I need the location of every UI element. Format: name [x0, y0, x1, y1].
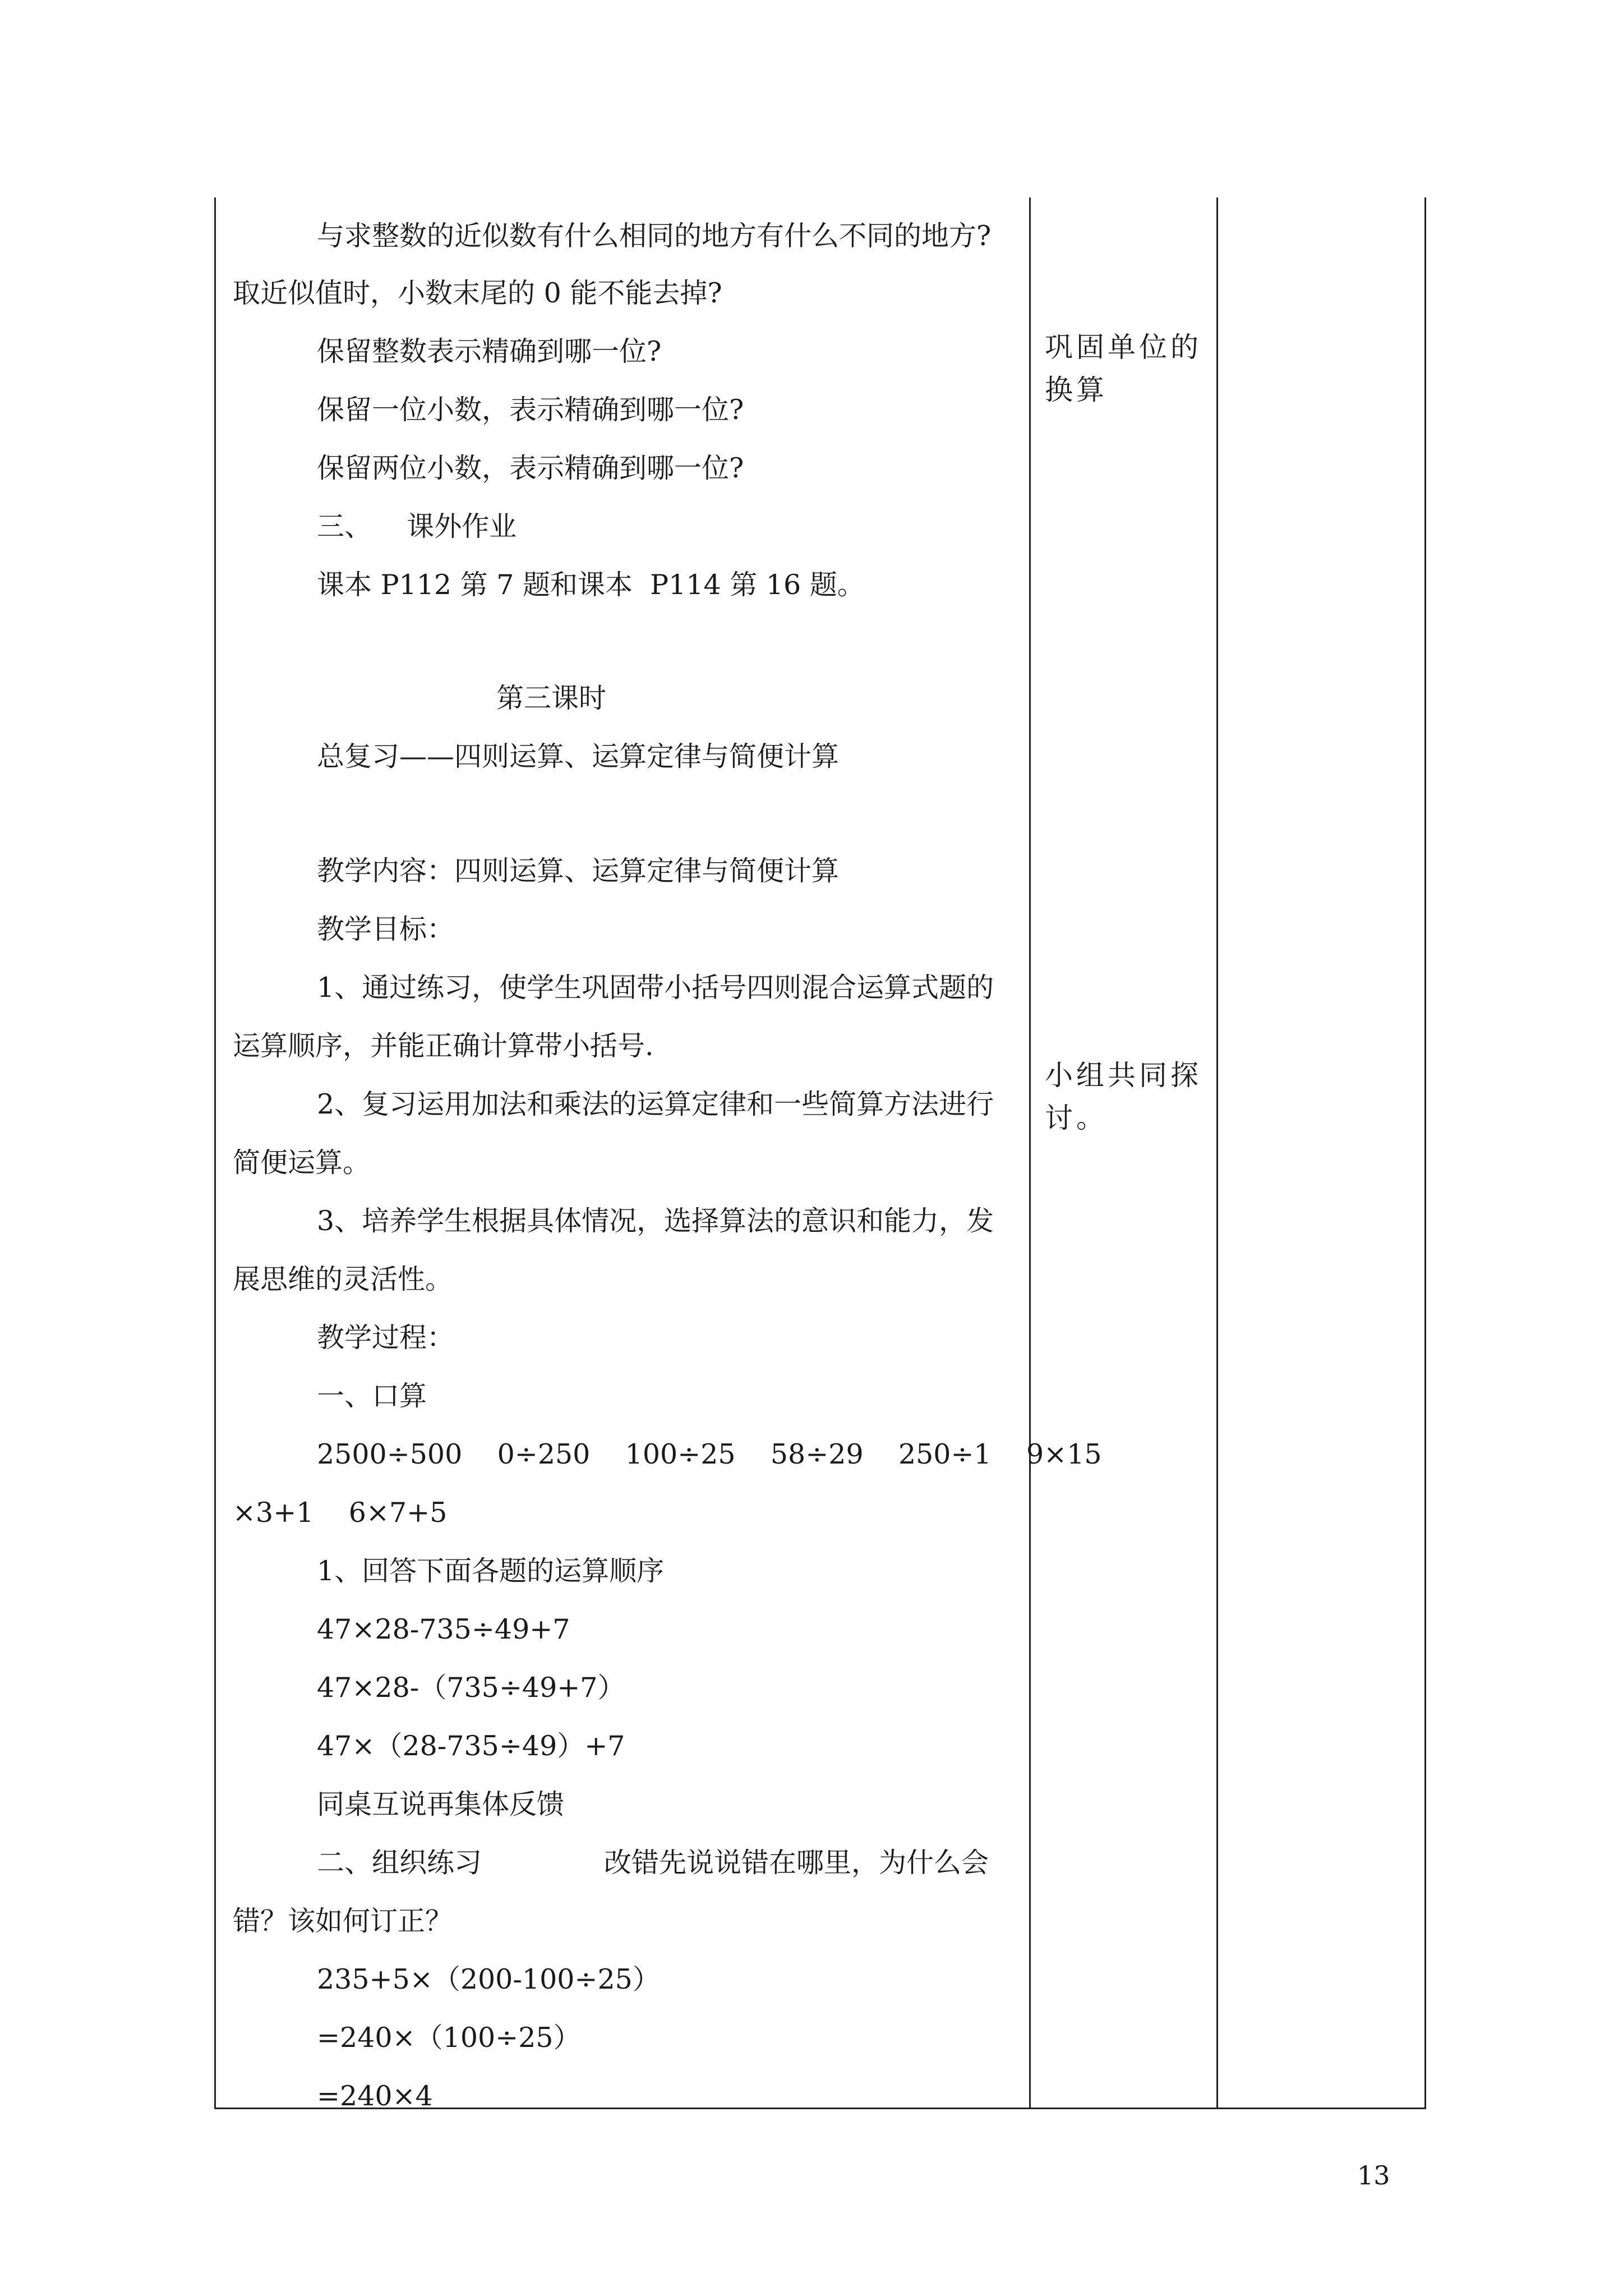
section-heading: 三、 课外作业 [317, 510, 517, 542]
text-line: 与求整数的近似数有什么相同的地方有什么不同的地方? [317, 220, 992, 252]
column-divider-1 [1029, 197, 1031, 2108]
text-line: 1、通过练习，使学生巩固带小括号四则混合运算式题的 [317, 972, 994, 1004]
lesson-plan-table [214, 197, 1426, 2112]
text-line: 2、复习运用加法和乘法的运算定律和一些简算方法进行 [317, 1088, 994, 1120]
math-line: 47×（28-735÷49）+7 [317, 1730, 625, 1762]
text-line: 课本 P112 第 7 题和课本 P114 第 16 题。 [317, 569, 865, 601]
math-line: 2500÷500 0÷250 100÷25 58÷29 250÷1 9×15 [317, 1438, 1102, 1470]
text-line: 运算顺序，并能正确计算带小括号. [233, 1030, 654, 1062]
math-line: 47×28-735÷49+7 [317, 1613, 570, 1645]
math-line: =240×4 [317, 2080, 433, 2112]
text-line: 展思维的灵活性。 [233, 1263, 453, 1295]
text-line: 保留一位小数，表示精确到哪一位? [317, 394, 744, 426]
text-line: 保留整数表示精确到哪一位? [317, 335, 662, 367]
text-line: 1、回答下面各题的运算顺序 [317, 1555, 665, 1587]
column-divider-2 [1216, 197, 1218, 2108]
text-line: 3、培养学生根据具体情况，选择算法的意识和能力，发 [317, 1205, 994, 1237]
side-note-line: 讨。 [1045, 1102, 1108, 1134]
text-line: 教学内容：四则运算、运算定律与简便计算 [317, 855, 840, 887]
text-line: 错？该如何订正？ [233, 1905, 453, 1937]
math-line: 235+5×（200-100÷25） [317, 1963, 660, 1995]
side-note-line: 小组共同探 [1045, 1059, 1202, 1092]
side-note-line: 巩固单位的 [1045, 331, 1202, 364]
text-line: 同桌互说再集体反馈 [317, 1788, 565, 1820]
page-number: 13 [1357, 2160, 1390, 2191]
text-line: 教学过程： [317, 1322, 455, 1354]
lesson-heading: 第三课时 [496, 682, 607, 714]
math-line: ×3+1 6×7+5 [233, 1497, 448, 1529]
lesson-title: 总复习——四则运算、运算定律与简便计算 [317, 740, 840, 772]
text-line: 二、组织练习 改错先说说错在哪里，为什么会 [317, 1847, 989, 1879]
side-note-line: 换算 [1045, 374, 1108, 406]
text-line: 教学目标： [317, 913, 455, 945]
text-line: 保留两位小数，表示精确到哪一位? [317, 452, 744, 484]
text-line: 一、口算 [317, 1380, 427, 1412]
math-line: 47×28-（735÷49+7） [317, 1672, 625, 1704]
text-line: 取近似值时，小数末尾的 0 能不能去掉? [233, 277, 722, 309]
text-line: 简便运算。 [233, 1147, 371, 1179]
math-line: =240×（100÷25） [317, 2022, 581, 2054]
